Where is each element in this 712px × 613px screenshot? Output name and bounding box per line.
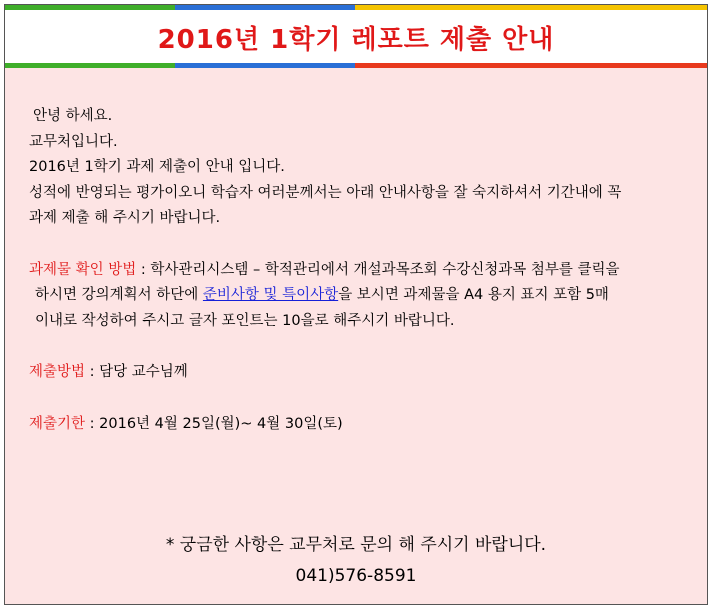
- check-method-line1: [29, 258, 671, 284]
- page-title: 2016년 1학기 레포트 제출 안내: [157, 25, 555, 55]
- check-method-text: 하시면 강의계획서 하단에: [35, 287, 203, 303]
- check-method-label: 과제물 확인 방법: [29, 261, 137, 278]
- contact-phone: 041)576-8591: [295, 566, 417, 586]
- top-color-stripe: [5, 5, 707, 10]
- greeting-line: 과제 제출 해 주시기 바랍니다.: [29, 210, 221, 226]
- greeting-line: 성적에 반영되는 평가이오니 학습자 여러분께서는 아래 안내사항을 잘 숙지하셔서 기간내에 꼭: [29, 184, 622, 201]
- separator: :: [85, 415, 100, 432]
- deadline-value: 2016년 4월 25일(월)~ 4월 30일(토): [99, 415, 343, 432]
- check-method-line2: [29, 283, 671, 309]
- footer: [5, 530, 707, 592]
- separator: :: [85, 364, 100, 380]
- contact-notice: * 궁금한 사항은 교무처로 문의 해 주시기 바랍니다.: [165, 535, 547, 555]
- greeting-line: 2016년 1학기 과제 제출이 안내 입니다.: [29, 159, 285, 175]
- check-method-text: 학사관리시스템 – 학적관리에서 개설과목조회 수강신청과목 첨부를 클릭을: [150, 261, 620, 278]
- deadline-label: 제출기한: [29, 415, 86, 432]
- prep-notes-link[interactable]: 준비사항 및 특이사항: [202, 287, 339, 303]
- notice-body: [29, 104, 671, 437]
- bottom-color-stripe: [5, 63, 707, 68]
- notice-frame: [4, 4, 708, 605]
- separator: :: [136, 261, 151, 278]
- check-method-line3: 이내로 작성하여 주시고 글자 포인트는 10을로 해주시기 바랍니다.: [35, 312, 455, 329]
- submit-method-label: 제출방법: [29, 364, 86, 380]
- header: [5, 5, 707, 67]
- greeting-line: 안녕 하세요.: [33, 108, 113, 124]
- greeting-line: 교무처입니다.: [29, 133, 118, 150]
- submit-method-line: [29, 360, 671, 386]
- deadline-line: [29, 412, 671, 438]
- check-method-text: 을 보시면 과제물을 A4 용지 표지 포함 5매: [338, 287, 609, 303]
- submit-method-value: 담당 교수님께: [99, 364, 188, 380]
